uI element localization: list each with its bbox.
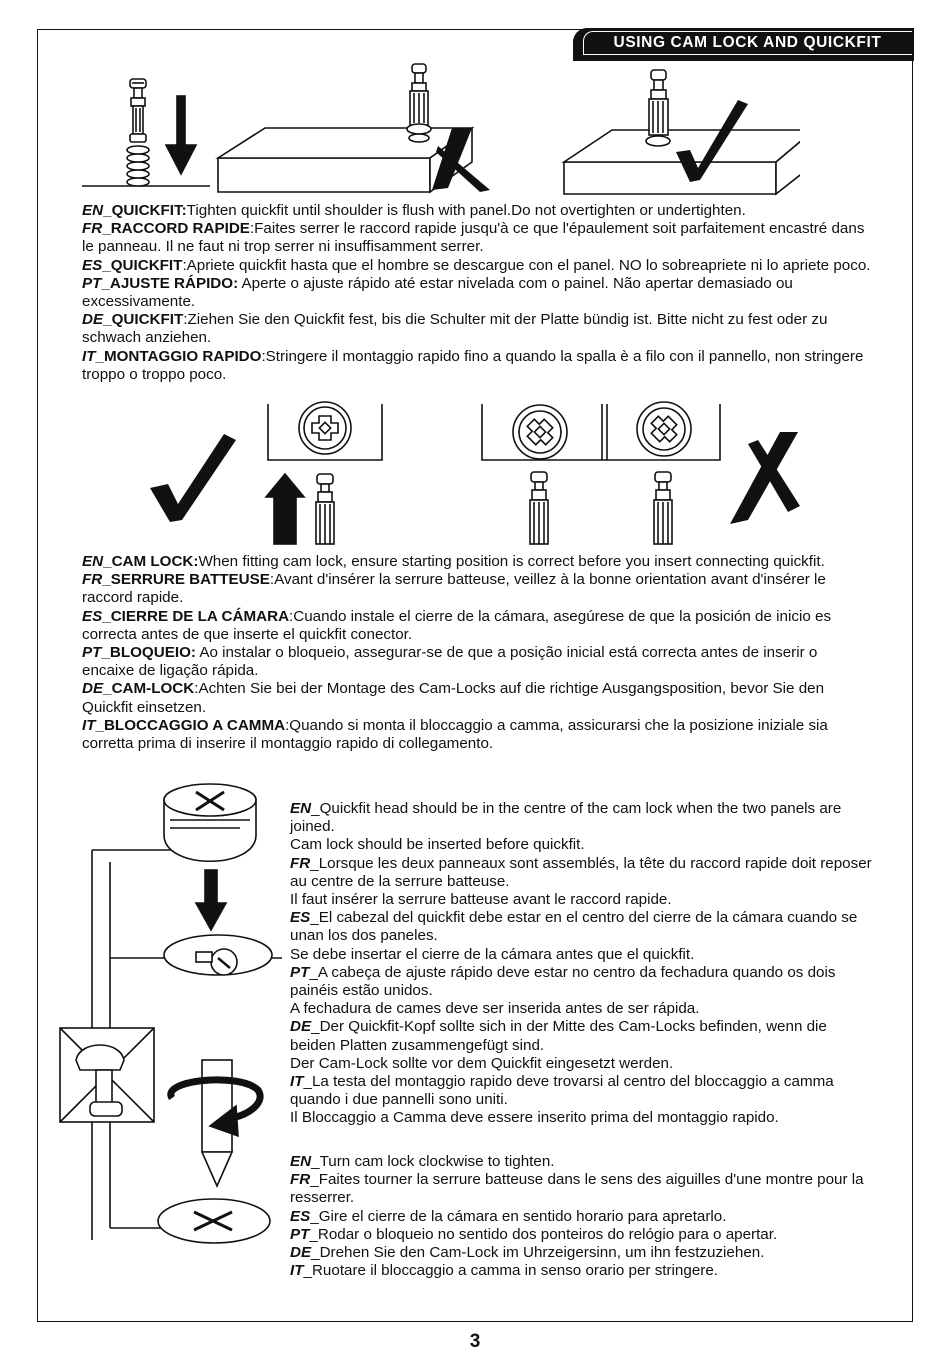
camlock-es: ES_CIERRE DE LA CÁMARA:Cuando instale el cierre de la cámara, asegúrese de que la posición de inicio es correcta antes de que inserte el quickfit conector. [82, 607, 832, 643]
turn-pt: PT_Rodar o bloqueio no sentido dos ponteiros do relógio para o apertar. [290, 1225, 778, 1243]
turn-instructions [290, 1153, 874, 1280]
head-center-de: DE_Der Quickfit-Kopf sollte sich in der Mitte des Cam-Locks befinden, wenn die beiden Platten zusammengefügt sind. Der Cam-Lock sollte vor dem Quickfit eingesetzt werden. [290, 1018, 827, 1072]
camlock-pt: PT_BLOQUEIO: Ao instalar o bloqueio, assegurar-se de que a posição inicial está correcta antes de inserir o encaixe de ligação rápida. [82, 644, 818, 680]
camlock-fr: FR_SERRURE BATTEUSE:Avant d'insérer la serrure batteuse, veillez à la bonne orientation avant d'insérer le raccord rapide. [82, 571, 826, 607]
head-center-es: ES_El cabezal del quickfit debe estar en el centro del cierre de la cámara cuando se unan los dos paneles. Se debe insertar el cierre de la cámara antes que el quickfit. [290, 909, 858, 963]
head-center-fr: FR_Lorsque les deux panneaux sont assemblés, la tête du raccord rapide doit reposer au centre de la serrure batteuse. Il faut insérer la serrure batteuse avant le raccord rapide. [290, 854, 872, 909]
turn-it: IT_Ruotare il bloccaggio a camma in senso orario per stringere. [290, 1262, 718, 1280]
quickfit-tighten-illustration [80, 60, 800, 196]
turn-en: EN_Turn cam lock clockwise to tighten. [290, 1153, 555, 1170]
page-number: 3 [469, 1331, 481, 1352]
camlock-it: IT_BLOCCAGGIO A CAMMA:Quando si monta il bloccaggio a camma, assicurarsi che la posizione iniziale sia corretta prima di inserire il montaggio rapido di collegamento. [82, 716, 828, 753]
head-center-instructions [290, 800, 874, 1128]
quickfit-en: EN_QUICKFIT:Tighten quickfit until shoulder is flush with panel.Do not overtighten or undertighten. [82, 202, 746, 219]
quickfit-it: IT_MONTAGGIO RAPIDO:Stringere il montaggio rapido fino a quando la spalla è a filo con il pannello, non stringere troppo o troppo poco. [82, 347, 864, 383]
turn-de: DE_Drehen Sie den Cam-Lock im Uhrzeigersinn, um ihn festzuziehen. [290, 1244, 765, 1262]
camlock-orientation-illustration [140, 400, 810, 550]
header-title: USING CAM LOCK AND QUICKFIT [613, 34, 882, 51]
camlock-instructions [82, 553, 872, 753]
camlock-de: DE_CAM-LOCK:Achten Sie bei der Montage des Cam-Locks auf die richtige Ausgangsposition, bevor Sie den Quickfit einsetzen. [82, 680, 825, 716]
quickfit-es: ES_QUICKFIT:Apriete quickfit hasta que el hombre se descargue con el panel. NO lo sobreapriete ni lo apriete poco. [82, 256, 871, 274]
quickfit-instructions [82, 202, 872, 384]
quickfit-pt: PT_AJUSTE RÁPIDO: Aperte o ajuste rápido até estar nivelada com o painel. Não apertar demasiado ou excessivamente. [82, 274, 793, 311]
head-center-it: IT_La testa del montaggio rapido deve trovarsi al centro del bloccaggio a camma quando i due pannelli sono uniti. Il Bloccaggio a Camma deve essere inserito prima del montaggio rapido. [290, 1073, 834, 1127]
turn-es: ES_Gire el cierre de la cámara en sentido horario para apretarlo. [290, 1207, 727, 1225]
quickfit-fr: FR_RACCORD RAPIDE:Faites serrer le raccord rapide jusqu'à ce que l'épaulement soit parfaitement encastré dans le panneau. Il ne faut ni trop serrer ni insuffisamment serrer. [82, 220, 865, 256]
camlock-en: EN_CAM LOCK:When fitting cam lock, ensure starting position is correct before you insert connecting quickfit. [82, 553, 825, 570]
camlock-insert-turn-illustration [55, 778, 285, 1298]
head-center-en: EN_Quickfit head should be in the centre of the cam lock when the two panels are joined. Cam lock should be inserted before quickfit. [290, 800, 842, 854]
head-center-pt: PT_A cabeça de ajuste rápido deve estar no centro da fechadura quando os dois painéis estão unidos. A fechadura de cames deve ser inserida antes de ser rápida. [290, 963, 836, 1018]
turn-fr: FR_Faites tourner la serrure batteuse dans le sens des aiguilles d'une montre pour la resserrer. [290, 1171, 864, 1207]
quickfit-de: DE_QUICKFIT:Ziehen Sie den Quickfit fest, bis die Schulter mit der Platte bündig ist. Bitte nicht zu fest oder zu schwach anziehen. [82, 311, 828, 347]
